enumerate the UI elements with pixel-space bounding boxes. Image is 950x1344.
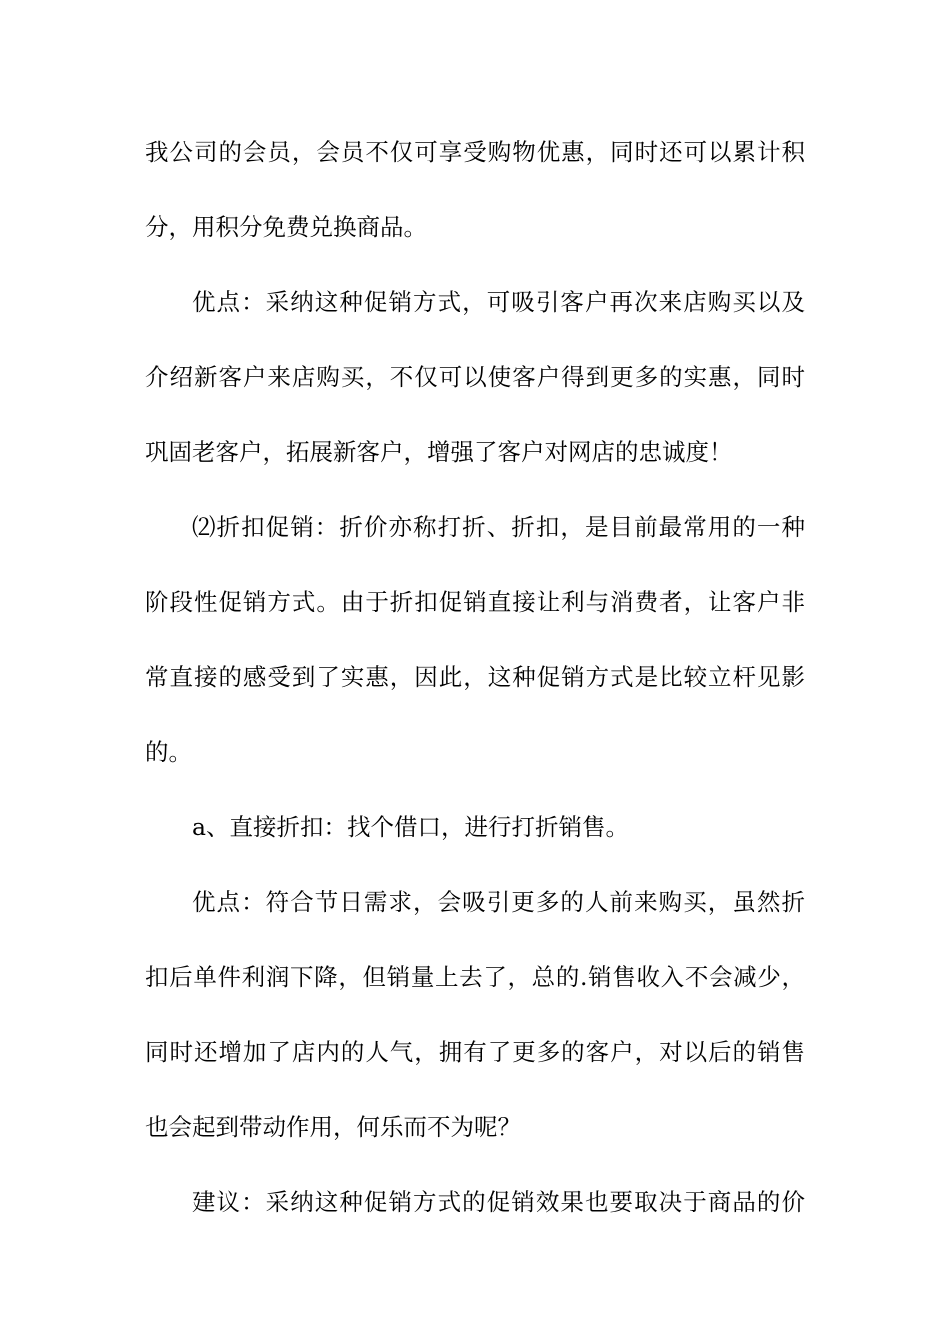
text-line: 常直接的感受到了实惠，因此，这种促销方式是比较立杆见影 [145, 663, 805, 691]
text-line: 阶段性促销方式。由于折扣促销直接让利与消费者，让客户非 [145, 588, 805, 616]
text-line: a、直接折扣：找个借口，进行打折销售。 [192, 813, 630, 841]
text-line: 优点：采纳这种促销方式，可吸引客户再次来店购买以及 [192, 288, 805, 316]
text-line: 的。 [145, 738, 192, 766]
text-line: 优点：符合节日需求，会吸引更多的人前来购买，虽然折 [192, 888, 805, 916]
text-line: ⑵折扣促销：折价亦称打折、折扣，是目前最常用的一种 [192, 513, 805, 541]
text-line: 我公司的会员，会员不仅可享受购物优惠，同时还可以累计积 [145, 138, 805, 166]
text-line: 扣后单件利润下降，但销量上去了，总的.销售收入不会减少， [145, 963, 805, 991]
text-line: 建议：采纳这种促销方式的促销效果也要取决于商品的价 [192, 1188, 805, 1216]
text-line: 分，用积分免费兑换商品。 [145, 213, 427, 241]
text-line: 介绍新客户来店购买，不仅可以使客户得到更多的实惠，同时 [145, 363, 805, 391]
text-line: 巩固老客户，拓展新客户，增强了客户对网店的忠诚度！ [145, 438, 733, 466]
text-line: 也会起到带动作用，何乐而不为呢？ [145, 1113, 521, 1141]
text-line: 同时还增加了店内的人气，拥有了更多的客户，对以后的销售 [145, 1038, 805, 1066]
